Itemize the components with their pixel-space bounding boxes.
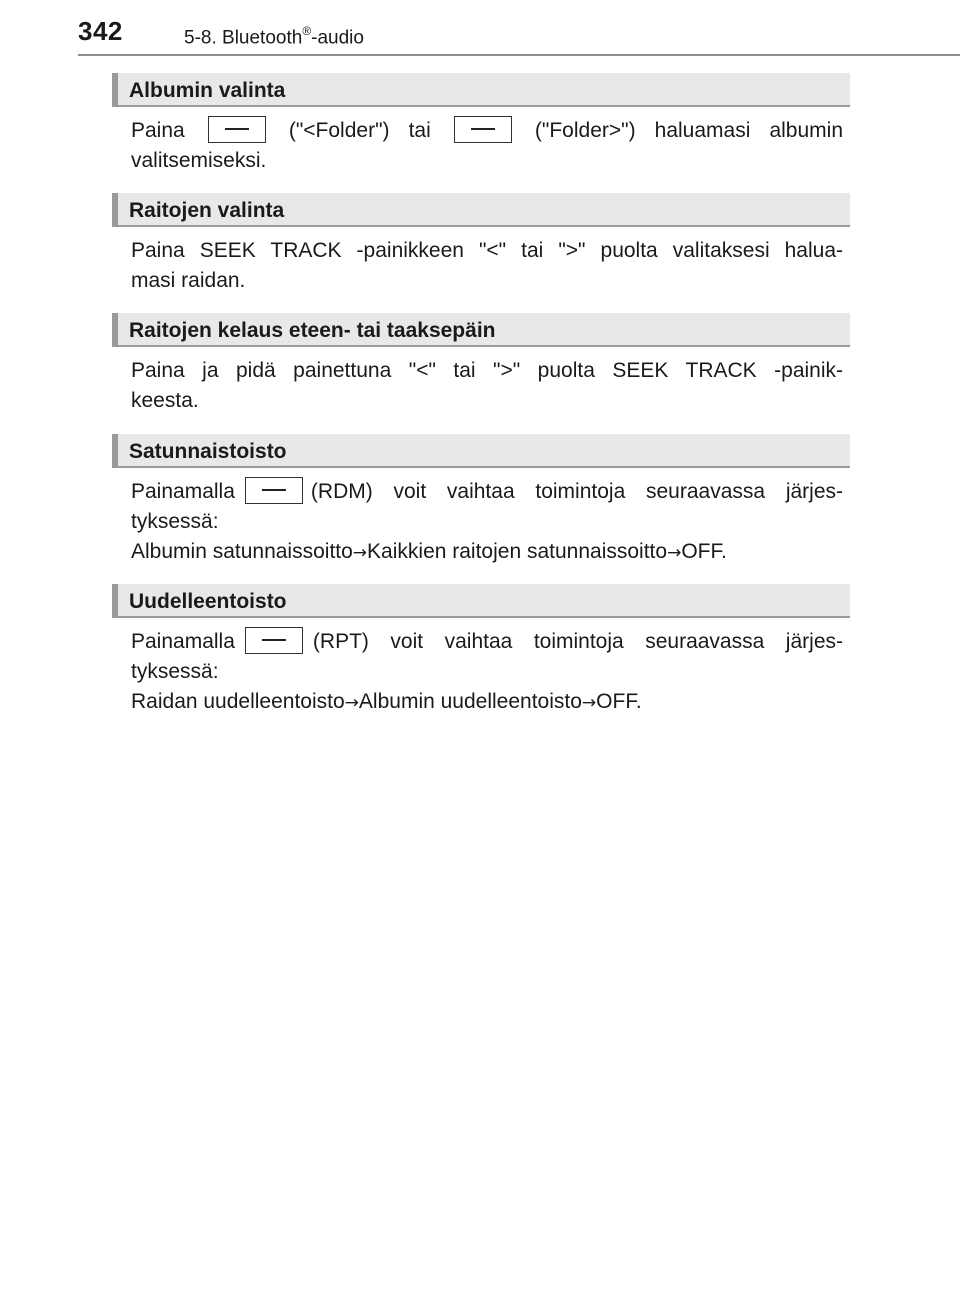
- arrow-right-icon: →: [352, 543, 368, 563]
- section-text-raitojen-kelaus: [131, 356, 843, 416]
- section-heading-albumin-valinta: [112, 73, 850, 107]
- text-line: masi raidan.: [131, 269, 246, 292]
- text-line: Paina SEEK TRACK -painikkeen "<" tai ">" puolta valitaksesi halua-: [131, 239, 843, 262]
- sequence-item: Albumin uudelleentoisto: [358, 690, 582, 713]
- button-key-icon: [245, 627, 303, 654]
- section-text-albumin-valinta: [131, 116, 843, 176]
- section-heading-raitojen-kelaus: [112, 313, 850, 347]
- sequence-item: Kaikkien raitojen satunnaissoitto: [367, 540, 668, 563]
- header-rule: [78, 54, 960, 56]
- sequence-item: OFF.: [681, 540, 727, 563]
- section-heading-satunnaistoisto: [112, 434, 850, 468]
- word: Paina: [131, 119, 185, 142]
- text-fragment: (RDM) voit vaihtaa toimintoja seuraavassa järjes-: [310, 480, 843, 503]
- mode-sequence: [131, 687, 843, 717]
- section-text-satunnaistoisto: [131, 477, 843, 567]
- text-line: tyksessä:: [131, 510, 219, 533]
- word: ("Folder>"): [534, 119, 636, 142]
- word: ("<Folder"): [288, 119, 390, 142]
- button-key-icon: [208, 116, 266, 143]
- word: albumin: [769, 119, 843, 142]
- section-title: Satunnaistoisto: [129, 440, 287, 463]
- section-text-uudelleentoisto: [131, 627, 843, 717]
- chapter-suffix: -audio: [311, 27, 364, 49]
- section-title: Raitojen kelaus eteen- tai taaksepäin: [129, 319, 496, 342]
- text-line: Paina ja pidä painettuna "<" tai ">" puolta SEEK TRACK -painik-: [131, 359, 843, 382]
- button-key-icon: [245, 477, 303, 504]
- section-title: Raitojen valinta: [129, 199, 285, 222]
- text-line: [131, 627, 843, 657]
- section-title: Albumin valinta: [129, 79, 286, 102]
- section-heading-raitojen-valinta: [112, 193, 850, 227]
- text-fragment: Painamalla: [131, 630, 235, 653]
- registered-mark: ®: [302, 24, 312, 38]
- text-line: tyksessä:: [131, 660, 219, 683]
- arrow-right-icon: →: [667, 543, 682, 563]
- page-number: 342: [78, 16, 123, 46]
- section-heading-uudelleentoisto: [112, 584, 850, 618]
- mode-sequence: [131, 537, 843, 567]
- text-line: keesta.: [131, 389, 199, 412]
- text-line: [131, 116, 843, 146]
- chapter-title: [184, 25, 364, 49]
- section-title: Uudelleentoisto: [129, 590, 287, 613]
- text-fragment: Painamalla: [131, 480, 235, 503]
- section-text-raitojen-valinta: [131, 236, 843, 296]
- chapter-name: 5-8. Bluetooth: [184, 27, 303, 49]
- arrow-right-icon: →: [581, 693, 597, 713]
- page-header: [78, 14, 960, 54]
- text-fragment: (RPT) voit vaihtaa toimintoja seuraavassa järjes-: [312, 630, 843, 653]
- button-key-icon: [454, 116, 512, 143]
- word: haluamasi: [654, 119, 751, 142]
- text-line: [131, 477, 843, 507]
- word: tai: [408, 119, 431, 142]
- arrow-right-icon: →: [344, 693, 359, 713]
- sequence-item: OFF.: [596, 690, 642, 713]
- text-line: valitsemiseksi.: [131, 149, 267, 172]
- sequence-item: Raidan uudelleentoisto: [131, 690, 345, 713]
- sequence-item: Albumin satunnaissoitto: [131, 540, 353, 563]
